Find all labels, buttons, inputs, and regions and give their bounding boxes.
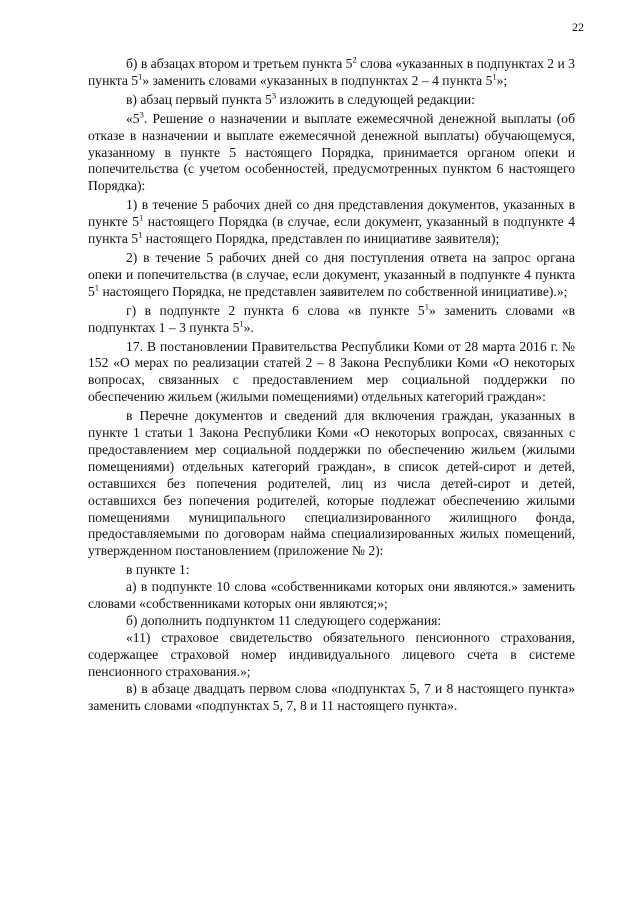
text-run: изложить в следующей редакции:: [276, 91, 475, 107]
text-run: настоящего Порядка, представлен по инициативе заявителя);: [142, 231, 500, 247]
paragraph-amend-a: [88, 579, 575, 613]
superscript: 1: [138, 71, 143, 82]
text-run: настоящего Порядка, не представлен заявителем по собственной инициативе).»;: [99, 283, 568, 299]
superscript: 3: [139, 109, 144, 120]
superscript: 1: [139, 212, 144, 223]
superscript: 1: [94, 282, 100, 293]
superscript: 3: [271, 90, 277, 101]
text-run: а) в подпункте 10 слова «собственниками которых они являются.» заменить словами «собственниками которых они являются;»;: [88, 579, 575, 612]
text-run: 2) в течение 5 рабочих дней со дня поступления ответа на запрос органа опеки и попечительства (в случае, если документ, указанный в подпункте 4 пункта 5: [88, 249, 575, 299]
paragraph-item-17: [88, 339, 575, 407]
text-run: » заменить словами «в подпунктах 1 – 3 пункта 5: [88, 302, 575, 335]
superscript: 1: [138, 229, 143, 240]
text-run: «5: [126, 110, 140, 126]
superscript: 1: [424, 301, 429, 312]
text-run: 17. В постановлении Правительства Республики Коми от 28 марта 2016 г. № 152 «О мерах по реализации статей 2 – 8 Закона Республики Коми «О некоторых вопросах, связанных с предоставлением мер социальной поддержки по обеспечению жильем (жилыми помещениями) отдельных категорий граждан»:: [88, 338, 575, 405]
paragraph-amend-v2: [88, 681, 575, 715]
text-run: ».: [243, 319, 254, 335]
page-number: 22: [572, 20, 584, 34]
superscript: 1: [239, 318, 244, 329]
paragraph-subpoint-1: [88, 197, 575, 248]
superscript: 2: [352, 54, 357, 65]
text-run: в) в абзаце двадцать первом слова «подпунктах 5, 7 и 8 настоящего пункта» заменить словами «подпунктах 5, 7, 8 и 11 настоящего пункта».: [88, 680, 575, 713]
text-run: г) в подпункте 2 пункта 6 слова «в пункте 5: [126, 302, 425, 318]
text-run: »;: [496, 72, 508, 88]
paragraph-point-5-3: [88, 111, 575, 196]
paragraph-amend-v: [88, 92, 575, 109]
text-run: «11) страховое свидетельство обязательного пенсионного страхования, содержащее страховой номер индивидуального лицевого счета в системе пенсионного страхования.»;: [88, 629, 575, 679]
text-run: в Перечне документов и сведений для включения граждан, указанных в пункте 1 статьи 1 Закона Республики Коми «О некоторых вопросах, связанных с предоставлением мер социальной поддержки по обеспечению жильем (жилыми помещениями) отдельных категорий граждан», в список детей-сирот и детей, оставшихся без попечения родителей, лиц из числа детей-сирот и детей, оставшихся без попечения родителей, которые подлежат обеспечению жилыми помещениями муниципального специализированного жилищного фонда, предоставляемыми по договорам найма специализированных жилых помещений, утвержденном постановлением (приложение № 2):: [88, 408, 575, 559]
text-run: 1) в течение 5 рабочих дней со дня представления документов, указанных в пункте 5: [88, 197, 575, 230]
paragraph-subpoint-11: [88, 630, 575, 681]
text-run: слова «указанных в подпунктах 2 и 3 пункта 5: [88, 56, 575, 88]
paragraph-amend-b: [88, 56, 575, 90]
document-body: [88, 56, 575, 714]
paragraph-amend-b2: [88, 613, 575, 630]
superscript: 1: [492, 71, 497, 82]
paragraph-in-point-1: [88, 562, 575, 579]
text-run: » заменить словами «указанных в подпунктах 2 – 4 пункта 5: [142, 72, 493, 88]
text-run: . Решение о назначении и выплате ежемесячной денежной выплаты (об отказе в назначении и выплате ежемесячной денежной выплаты) обучающемуся, указанному в пункте 5 настоящего Порядка, принимается органом опеки и попечительства (с учетом особенностей, предусмотренных пунктом 6 настоящего Порядка):: [88, 110, 575, 194]
text-run: настоящего Порядка (в случае, если документ, указанный в подпункте 4 пункта 5: [88, 214, 575, 247]
text-run: в пункте 1:: [126, 562, 190, 578]
paragraph-subpoint-2: [88, 250, 575, 301]
text-run: б) в абзацах втором и третьем пункта 5: [126, 56, 353, 71]
text-run: в) абзац первый пункта 5: [126, 91, 272, 107]
text-run: б) дополнить подпунктом 11 следующего содержания:: [126, 613, 442, 628]
paragraph-amend-g: [88, 303, 575, 337]
paragraph-list-intro: [88, 408, 575, 560]
